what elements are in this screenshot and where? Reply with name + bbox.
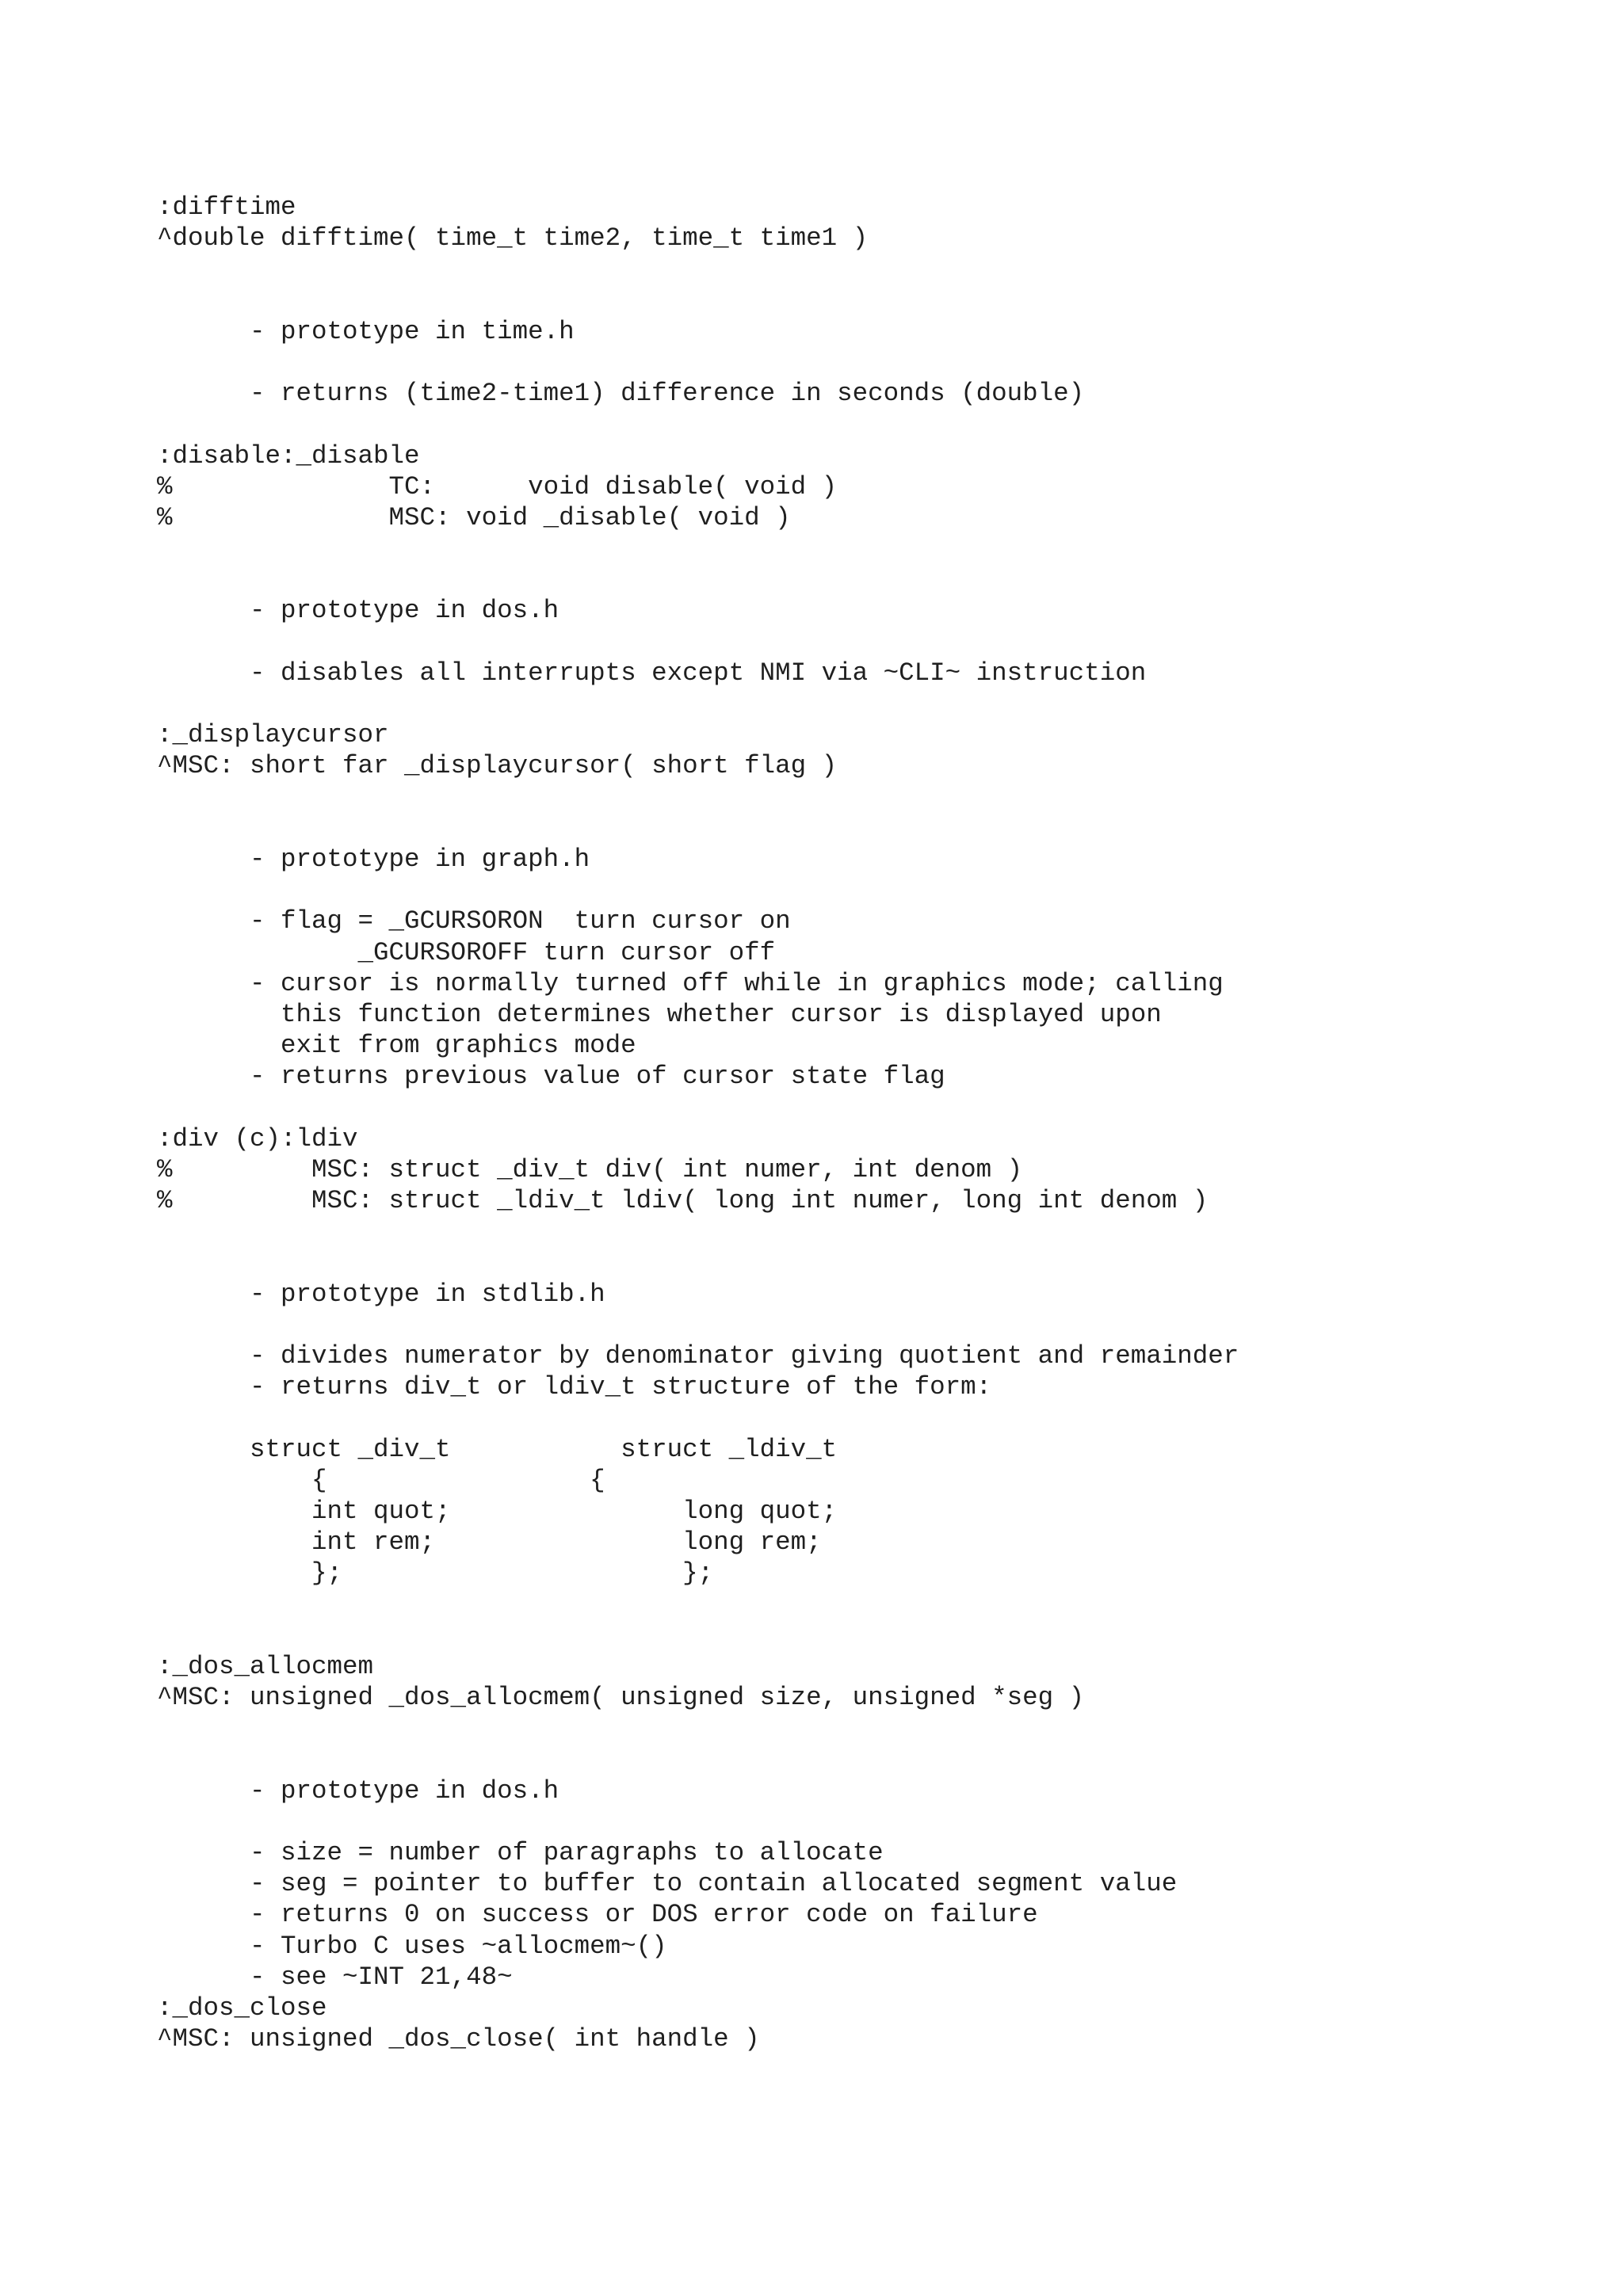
text-line bbox=[157, 564, 1583, 595]
text-line: - prototype in time.h bbox=[157, 316, 575, 346]
text-line: _GCURSOROFF turn cursor off bbox=[157, 937, 776, 967]
text-line: ^double difftime( time_t time2, time_t time1 ) bbox=[157, 223, 869, 254]
text-line bbox=[157, 1216, 1583, 1247]
text-line: :difftime bbox=[157, 193, 296, 222]
text-line bbox=[157, 1402, 1583, 1433]
text-line: exit from graphics mode bbox=[157, 1031, 636, 1061]
text-line: - returns previous value of cursor state flag bbox=[157, 1062, 945, 1092]
text-line bbox=[157, 533, 1583, 564]
text-line bbox=[157, 813, 1583, 844]
text-line bbox=[157, 1092, 1583, 1123]
text-line bbox=[157, 1713, 1583, 1744]
text-line: :_dos_allocmem bbox=[157, 1651, 374, 1681]
text-line bbox=[157, 1620, 1583, 1651]
text-line: ^MSC: unsigned _dos_allocmem( unsigned size, unsigned *seg ) bbox=[157, 1683, 1085, 1712]
text-line bbox=[157, 1806, 1583, 1837]
text-line bbox=[157, 1744, 1583, 1775]
text-line: :_dos_close bbox=[157, 1993, 327, 2023]
text-line: - size = number of paragraphs to allocate bbox=[157, 1837, 884, 1867]
text-line: % MSC: struct _ldiv_t ldiv( long int numer, long int denom ) bbox=[157, 1186, 1209, 1215]
text-line bbox=[157, 875, 1583, 906]
text-line: struct _div_t struct _ldiv_t bbox=[157, 1434, 838, 1464]
text-line bbox=[157, 1589, 1583, 1619]
document-page bbox=[157, 192, 1583, 2054]
text-line bbox=[157, 409, 1583, 440]
text-line: - returns div_t or ldiv_t structure of the form: bbox=[157, 1372, 992, 1402]
text-line: :_displaycursor bbox=[157, 720, 389, 750]
text-line bbox=[157, 627, 1583, 658]
text-line: - returns (time2-time1) difference in seconds (double) bbox=[157, 379, 1085, 409]
text-line: - see ~INT 21,48~ bbox=[157, 1962, 513, 1992]
text-line: - Turbo C uses ~allocmem~() bbox=[157, 1931, 667, 1961]
text-line: :disable:_disable bbox=[157, 441, 420, 471]
text-line: int rem; long rem; bbox=[157, 1527, 822, 1558]
text-line: - flag = _GCURSORON turn cursor on bbox=[157, 906, 791, 936]
text-line: }; }; bbox=[157, 1558, 714, 1589]
text-line: % MSC: struct _div_t div( int numer, int denom ) bbox=[157, 1154, 1023, 1184]
text-line: this function determines whether cursor is displayed upon bbox=[157, 999, 1162, 1029]
text-line: % TC: void disable( void ) bbox=[157, 471, 838, 502]
text-line: - prototype in dos.h bbox=[157, 1775, 559, 1806]
text-line bbox=[157, 782, 1583, 813]
text-line: { { bbox=[157, 1465, 605, 1495]
text-line bbox=[157, 254, 1583, 284]
text-line: - prototype in graph.h bbox=[157, 844, 590, 874]
text-line: - seg = pointer to buffer to contain allocated segment value bbox=[157, 1869, 1178, 1899]
text-line: - prototype in dos.h bbox=[157, 596, 559, 626]
text-line: % MSC: void _disable( void ) bbox=[157, 502, 791, 532]
text-line: - prototype in stdlib.h bbox=[157, 1279, 605, 1309]
text-line: ^MSC: unsigned _dos_close( int handle ) bbox=[157, 2024, 760, 2054]
text-line bbox=[157, 1310, 1583, 1341]
text-line: :div (c):ldiv bbox=[157, 1123, 358, 1154]
text-line: - returns 0 on success or DOS error code on failure bbox=[157, 1900, 1038, 1930]
text-line bbox=[157, 285, 1583, 316]
text-line bbox=[157, 347, 1583, 378]
text-line bbox=[157, 688, 1583, 719]
text-line: - divides numerator by denominator giving quotient and remainder bbox=[157, 1341, 1239, 1371]
text-line: int quot; long quot; bbox=[157, 1496, 838, 1526]
text-line: - cursor is normally turned off while in graphics mode; calling bbox=[157, 968, 1224, 998]
text-line: ^MSC: short far _displaycursor( short flag ) bbox=[157, 751, 838, 781]
text-line bbox=[157, 1247, 1583, 1278]
text-line: - disables all interrupts except NMI via ~CLI~ instruction bbox=[157, 658, 1147, 688]
